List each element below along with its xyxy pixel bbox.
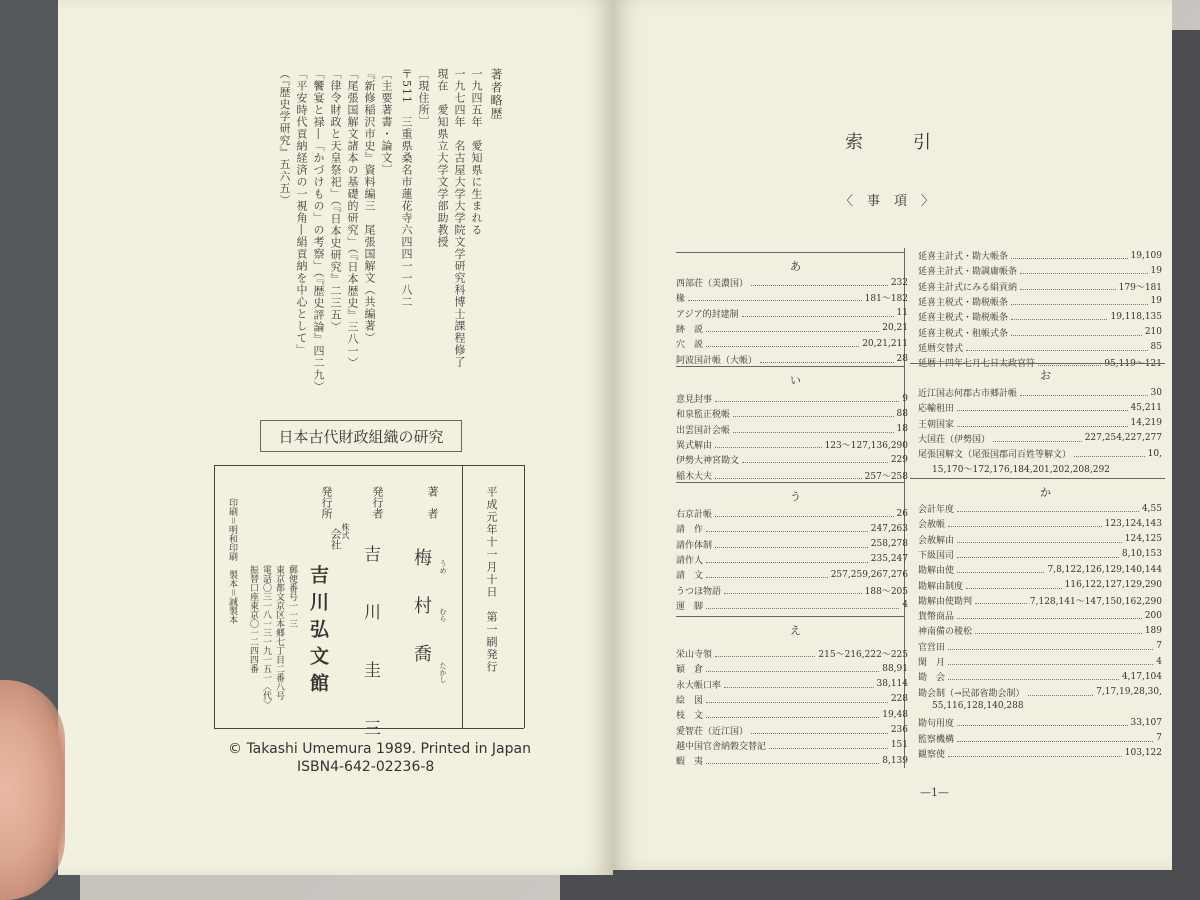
index-entry	[676, 423, 908, 436]
bio-line: 〔現住所〕	[417, 68, 430, 128]
leader-dots	[715, 541, 868, 548]
index-pages: 236	[890, 725, 908, 735]
index-pages: 33,107	[1130, 717, 1162, 728]
leader-dots	[715, 650, 815, 657]
leader-dots	[966, 582, 1062, 589]
index-entry	[918, 732, 1162, 745]
index-term: 請 作	[676, 525, 704, 536]
leader-dots	[751, 279, 888, 286]
index-pages: 4	[1156, 656, 1162, 667]
index-entry	[676, 568, 908, 581]
leader-dots	[1074, 450, 1145, 457]
index-entry	[918, 447, 1162, 460]
leader-dots	[1020, 283, 1116, 290]
index-kana-heading: い	[790, 374, 801, 387]
author-name: 梅 村 喬	[411, 548, 432, 668]
index-pages: 227,254,227,277	[1084, 433, 1162, 444]
index-entry	[676, 754, 908, 767]
index-pages: 19,48	[882, 709, 908, 720]
index-term: 会赦帳	[918, 520, 946, 531]
index-term: 蝦 夷	[676, 757, 704, 768]
bio-line: 現在 愛知県立大学文学部助教授	[436, 68, 449, 248]
index-subtitle: 〈事項〉	[840, 194, 949, 209]
author-furigana: たかし	[439, 662, 447, 683]
index-pages: 200	[1144, 610, 1162, 621]
bio-line: 「平安時代貢納経済の一視角―絹貢納を中心として」	[295, 68, 308, 356]
leader-dots	[957, 404, 1127, 411]
book-title-box	[260, 420, 462, 452]
index-pages: 11	[896, 308, 908, 319]
index-pages: 188～205	[864, 586, 908, 597]
leader-dots	[948, 658, 1153, 665]
index-term: 延喜主税式・勘税帳条	[918, 297, 1009, 308]
index-entry	[676, 584, 908, 597]
author-furigana: うめ	[439, 560, 447, 574]
index-entry	[918, 609, 1162, 622]
index-kana-heading: お	[1040, 369, 1051, 382]
index-pages: 85	[1150, 342, 1162, 353]
index-term: 延暦交替式	[918, 343, 964, 354]
leader-dots	[957, 420, 1127, 427]
index-kana-heading: う	[790, 490, 801, 503]
index-entry	[676, 307, 908, 320]
index-term: アジア的封建制	[676, 309, 739, 320]
leader-dots	[957, 551, 1119, 558]
index-entry	[918, 341, 1162, 354]
leader-dots	[957, 719, 1127, 726]
index-pages: 26	[896, 508, 908, 519]
index-pages: 45,211	[1130, 402, 1162, 413]
leader-dots	[706, 571, 828, 578]
index-term: 請 文	[676, 571, 704, 582]
index-term: 会計年度	[918, 505, 955, 515]
bio-line: 〒511 三重県桑名市蓮花寺六四四一一八二	[400, 68, 413, 308]
index-pages: 88	[896, 408, 908, 419]
index-entry	[676, 739, 908, 752]
index-pages: 38,114	[876, 679, 908, 690]
index-entry	[918, 295, 1162, 308]
index-pages: 258,278	[870, 539, 908, 550]
index-term: 永大帳口率	[676, 680, 722, 691]
index-entry	[918, 579, 1162, 592]
index-term: 監察機構	[918, 734, 955, 745]
copyright-line: © Takashi Umemura 1989. Printed in Japan	[228, 741, 531, 757]
bio-line: 『新修稲沢市史』資料編三 尾張国解文（共編著）	[363, 68, 376, 344]
leader-dots	[975, 597, 1027, 604]
index-pages: 30	[1150, 387, 1162, 398]
index-entry	[676, 453, 908, 466]
index-pages: 88,91	[882, 663, 908, 674]
index-entry	[676, 291, 908, 304]
index-pages: 151	[890, 740, 908, 751]
leader-dots	[733, 426, 894, 433]
page-number: —1—	[920, 786, 949, 799]
index-entry	[676, 276, 908, 289]
index-entry	[918, 432, 1162, 445]
index-pages: 228	[890, 694, 908, 705]
index-kana-heading: え	[790, 624, 801, 637]
index-pages: 210	[1144, 327, 1162, 337]
index-term: 王朝国家	[918, 419, 955, 430]
index-term: 西部荘（美濃国）	[676, 279, 749, 289]
index-term: 近江国志何郡古市郷計帳	[918, 389, 1018, 399]
leader-dots	[957, 536, 1122, 543]
index-entry	[676, 392, 908, 405]
index-entry	[918, 747, 1162, 760]
index-section-rule	[676, 366, 904, 367]
leader-dots	[1011, 298, 1148, 305]
index-term: 勘 会	[918, 673, 946, 684]
leader-dots	[1011, 313, 1107, 320]
index-pages: 215～216,222～225	[818, 650, 908, 660]
author-label: 著 者	[426, 486, 439, 519]
publisher-house-name: 吉川弘文館	[307, 565, 329, 700]
issue-date: 平成元年十一月十日 第一刷発行	[485, 486, 498, 674]
index-entry	[918, 670, 1162, 683]
publisher-name: 吉 川 圭 三	[360, 545, 380, 748]
index-term: 伊勢大神宮勘文	[676, 456, 740, 467]
leader-dots	[706, 696, 888, 703]
postal-code: 郵便番号一一三	[287, 565, 297, 628]
index-entry	[676, 353, 908, 366]
leader-dots	[742, 310, 894, 317]
leader-dots	[1020, 267, 1148, 274]
index-pages: 247,263	[870, 523, 908, 534]
leader-dots	[706, 525, 868, 532]
index-entry	[918, 280, 1162, 293]
index-entry	[918, 624, 1162, 637]
index-kana-heading: あ	[790, 260, 801, 273]
index-term: 勘解由使	[918, 566, 955, 577]
index-term: 延喜主税式・勘税帳条	[918, 313, 1009, 324]
index-term: 栄山寺領	[676, 650, 713, 660]
leader-dots	[1028, 689, 1094, 696]
index-term: 請作人	[676, 555, 704, 566]
index-entry	[676, 553, 908, 566]
bio-line: （『歴史学研究』五六五）	[278, 68, 291, 207]
index-pages: 4,55	[1141, 503, 1162, 514]
book-title: 日本古代財政組織の研究	[278, 428, 444, 446]
index-pages: 19,109	[1130, 250, 1162, 261]
leader-dots	[742, 456, 888, 463]
bio-line: 「律令財政と天皇祭祀」（『日本史研究』二三五）	[329, 68, 342, 333]
index-term: 観察使	[918, 749, 946, 760]
house-address: 東京都文京区本郷七丁目二番八号	[274, 565, 284, 700]
index-pages: 20,21,211	[862, 338, 908, 349]
leader-dots	[957, 505, 1139, 512]
index-title: 索引	[845, 132, 981, 153]
index-entry	[676, 693, 908, 706]
index-pages: 14,219	[1130, 418, 1162, 429]
index-entry	[918, 716, 1162, 729]
index-pages: 19	[1150, 265, 1162, 276]
index-section-rule	[910, 363, 1165, 364]
leader-dots	[724, 587, 862, 594]
thumb	[0, 680, 65, 900]
index-section-rule	[676, 252, 904, 253]
index-entry	[918, 548, 1162, 561]
leader-dots	[751, 727, 888, 734]
leader-dots	[715, 395, 899, 402]
leader-dots	[715, 510, 894, 517]
index-pages: 179～181	[1118, 282, 1162, 293]
index-term: 右京計帳	[676, 510, 713, 520]
index-pages: 95,119～121	[1104, 359, 1162, 370]
leader-dots	[993, 435, 1082, 442]
index-pages: 124,125	[1124, 534, 1162, 545]
house-type: 会社	[329, 528, 342, 550]
index-pages: 7,8,122,126,129,140,144	[1047, 564, 1162, 575]
index-term: 跡 説	[676, 324, 704, 335]
index-term: 枝 文	[676, 711, 704, 722]
leader-dots	[688, 294, 862, 301]
bio-line: 一九四五年 愛知県に生まれる	[470, 68, 483, 236]
index-pages: 235,247	[870, 554, 908, 565]
index-entry	[918, 401, 1162, 414]
index-term: 延喜主計式にみる絹貢納	[918, 282, 1018, 293]
index-entry-continuation: 15,170～172,176,184,201,202,208,292	[932, 465, 1110, 475]
colophon-left-rule	[214, 465, 215, 728]
index-entry	[676, 469, 908, 482]
index-entry	[918, 686, 1162, 699]
leader-dots	[715, 441, 822, 448]
index-term: 愛智荘（近江国）	[676, 726, 749, 737]
leader-dots	[948, 643, 1153, 650]
bio-line: 一九七四年 名古屋大学大学院文学研究科博士課程修了	[453, 68, 466, 368]
index-entry	[918, 655, 1162, 668]
leader-dots	[957, 735, 1153, 742]
index-term: 越中国官舎納穀交替記	[676, 741, 767, 752]
index-entry	[676, 678, 908, 691]
index-term: 延喜主税式・租帳式条	[918, 328, 1009, 339]
index-pages: 257～258	[864, 471, 908, 482]
index-section-rule	[676, 482, 904, 483]
index-entry	[918, 249, 1162, 262]
index-term: 阿波国計帳（大帳）	[676, 355, 758, 366]
index-entry	[918, 533, 1162, 546]
colophon-right-rule	[524, 465, 525, 728]
index-term: 下級国司	[918, 550, 955, 561]
index-term: 官営田	[918, 642, 946, 653]
index-entry	[918, 417, 1162, 430]
index-pages: 19	[1150, 296, 1162, 307]
index-term: 異式解由	[676, 440, 713, 451]
leader-dots	[948, 520, 1102, 527]
leader-dots	[706, 757, 879, 764]
house-label: 発行所	[320, 486, 333, 519]
index-entry	[918, 386, 1162, 399]
leader-dots	[733, 410, 894, 417]
index-entry	[676, 662, 908, 675]
index-term: 勘会制（→民部省勘会制）	[918, 688, 1025, 699]
index-term: 意見封事	[676, 395, 713, 405]
leader-dots	[760, 356, 894, 363]
bio-line: 「尾張国解文諸本の基礎的研究」（『日本歴史』三八一）	[346, 68, 359, 369]
leader-dots	[957, 612, 1142, 619]
index-entry	[676, 438, 908, 451]
leader-dots	[1020, 389, 1148, 396]
index-section-rule	[676, 616, 904, 617]
index-pages: 9	[902, 393, 908, 404]
index-entry	[676, 507, 908, 520]
index-pages: 257,259,267,276	[830, 569, 908, 580]
index-entry	[676, 538, 908, 551]
house-type-small: 株式	[341, 523, 350, 539]
index-term: 応輸租田	[918, 404, 955, 415]
index-term: 出雲国計会帳	[676, 425, 731, 436]
index-pages: 18	[896, 424, 908, 435]
index-term: 稲木大夫	[676, 471, 713, 482]
index-term: 請作体制	[676, 540, 713, 551]
index-term: 絵 図	[676, 695, 704, 706]
index-term: 勘句用度	[918, 719, 955, 730]
index-term: うつほ物語	[676, 586, 722, 597]
publisher-label: 発行者	[371, 486, 384, 519]
index-term: 穎 倉	[676, 665, 704, 676]
index-entry	[676, 522, 908, 535]
index-term: 延暦十四年七月七日太政官符	[918, 359, 1036, 370]
index-term: 椽	[676, 294, 686, 305]
index-pages: 4	[902, 600, 908, 611]
index-pages: 7	[1156, 733, 1162, 743]
index-pages: 28	[896, 354, 908, 364]
author-furigana: むら	[439, 608, 447, 622]
leader-dots	[706, 325, 879, 332]
index-pages: 232	[890, 277, 908, 288]
index-entry	[918, 517, 1162, 530]
index-term: 尾張国解文（尾張国郡司百姓等解文）	[918, 450, 1072, 461]
leader-dots	[706, 340, 859, 347]
isbn-line: ISBN4-642-02236-8	[297, 759, 435, 775]
leader-dots	[706, 665, 879, 672]
colophon-inner-rule	[462, 465, 463, 728]
index-pages: 181～182	[864, 294, 908, 305]
leader-dots	[706, 602, 899, 609]
index-term: 閑 月	[918, 658, 946, 668]
leader-dots	[948, 750, 1122, 757]
index-entry	[918, 310, 1162, 323]
index-pages: 123,124,143	[1104, 518, 1162, 529]
index-term: 運 脚	[676, 601, 704, 612]
index-entry	[676, 322, 908, 335]
bio-heading: 著者略歴	[489, 68, 503, 120]
book-cover-bottom	[560, 870, 1200, 900]
index-pages: 10,	[1147, 448, 1162, 459]
index-section-rule	[910, 478, 1165, 479]
index-pages: 8,10,153	[1121, 549, 1162, 560]
leader-dots	[706, 711, 879, 718]
index-term: 神南備の稜松	[918, 627, 973, 638]
leader-dots	[769, 742, 888, 749]
index-entry	[676, 599, 908, 612]
index-term: 勘解由使勘判	[918, 596, 973, 607]
index-pages: 123～127,136,290	[824, 440, 908, 451]
index-pages: 103,122	[1124, 748, 1162, 759]
leader-dots	[966, 344, 1148, 351]
index-pages: 20,21	[882, 323, 908, 334]
leader-dots	[957, 566, 1044, 573]
index-term: 延喜主計式・勘大帳条	[918, 252, 1009, 262]
leader-dots	[715, 472, 862, 479]
index-pages: 189	[1144, 625, 1162, 636]
index-kana-heading: か	[1040, 486, 1051, 499]
leader-dots	[1011, 252, 1127, 259]
leader-dots	[724, 681, 873, 688]
printer-info: 印刷＝明和印刷 製本＝誠製本	[227, 498, 237, 625]
index-term: 会赦解由	[918, 535, 955, 546]
index-entry	[676, 708, 908, 721]
house-phone: 電話〇三一八一三一九一五一〈代〉	[261, 565, 271, 709]
index-entry	[918, 502, 1162, 515]
colophon-top-rule	[214, 465, 524, 466]
bio-line: 〔主要著書・論文〕	[380, 68, 393, 176]
index-entry	[676, 724, 908, 737]
index-term: 大国荘（伊勢国）	[918, 434, 991, 445]
index-entry	[676, 337, 908, 350]
leader-dots	[948, 673, 1119, 680]
index-pages: 229	[890, 454, 908, 465]
index-entry	[918, 640, 1162, 653]
index-entry	[918, 594, 1162, 607]
bio-line: 「饗宴と禄―「かづけもの」の考察」（『歴史評論』四二九）	[312, 68, 325, 393]
index-pages: 8,139	[882, 755, 908, 766]
index-entry	[676, 647, 908, 660]
index-entry-continuation: 55,116,128,140,288	[932, 700, 1024, 711]
index-term: 貨幣商品	[918, 612, 955, 623]
index-term: 延喜主計式・勘調庸帳条	[918, 267, 1018, 278]
index-term: 和泉監正税帳	[676, 410, 731, 421]
index-entry	[918, 264, 1162, 277]
index-pages: 116,122,127,129,290	[1064, 580, 1162, 590]
index-pages: 19,118,135	[1110, 311, 1162, 322]
index-entry	[918, 563, 1162, 576]
index-term: 穴 説	[676, 340, 704, 351]
leader-dots	[1011, 329, 1142, 336]
index-pages: 7,17,19,28,30,	[1096, 687, 1162, 698]
index-pages: 4,17,104	[1121, 671, 1162, 682]
index-term: 勘解由制度	[918, 581, 964, 592]
index-pages: 7,128,141～147,150,162,290	[1029, 596, 1162, 607]
leader-dots	[706, 556, 868, 563]
leader-dots	[975, 627, 1142, 634]
furikae-account: 振替口座東京〇一二四四番	[248, 565, 258, 673]
index-pages: 7	[1156, 641, 1162, 652]
index-entry	[676, 407, 908, 420]
index-entry	[918, 326, 1162, 339]
